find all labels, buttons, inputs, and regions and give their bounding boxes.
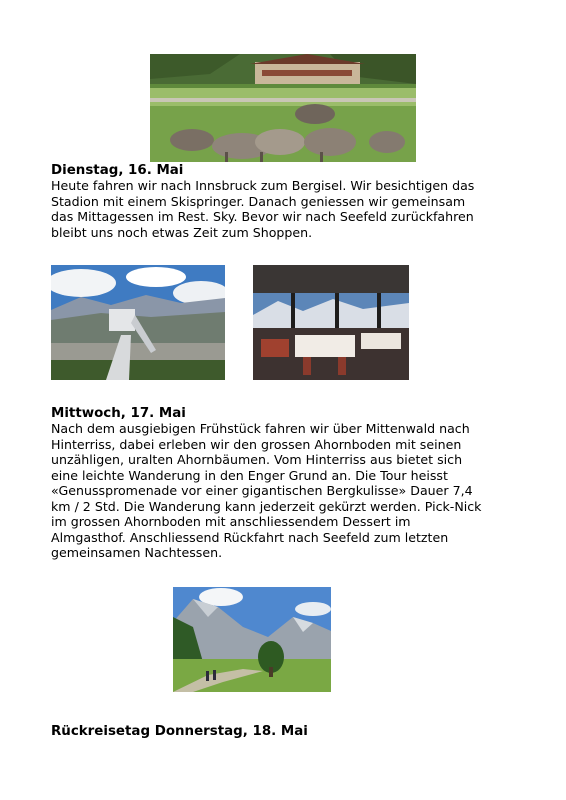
text-line: Hinterriss, dabei erleben wir den grossen Ahornboden mit seinen (51, 436, 462, 452)
day-block-wednesday (51, 406, 521, 561)
day-heading: Mittwoch, 17. Mai (51, 406, 186, 421)
photo-mountain-hike (173, 587, 331, 692)
text-line: unzähligen, uralten Ahornbäumen. Vom Hinterriss aus bietet sich (51, 452, 463, 467)
text-line: km / 2 Std. Die Wanderung kann jederzeit gekürzt werden. Pick-Nick (51, 498, 482, 514)
day-heading: Dienstag, 16. Mai (51, 163, 184, 178)
photo-ski-jump-tower (51, 265, 225, 380)
photo-cows-alpine-inn (150, 54, 416, 162)
day-block-tuesday (51, 163, 521, 240)
text-line: Nach dem ausgiebigen Frühstück fahren wir über Mittenwald nach (51, 421, 470, 436)
text-line: im grossen Ahornboden mit anschliessendem Dessert im (51, 514, 411, 529)
day-block-thursday (51, 724, 521, 739)
text-line: das Mittagessen im Rest. Sky. Bevor wir nach Seefeld zurückfahren (51, 209, 474, 224)
photo-panorama-restaurant (253, 265, 409, 380)
day-heading: Rückreisetag Donnerstag, 18. Mai (51, 724, 308, 739)
text-line: Stadion mit einem Skispringer. Danach geniessen wir gemeinsam (51, 193, 466, 209)
text-line: «Genusspromenade vor einer gigantischen Bergkulisse» Dauer 7,4 (51, 483, 473, 498)
day-description (51, 178, 521, 240)
text-line: Heute fahren wir nach Innsbruck zum Bergisel. Wir besichtigen das (51, 178, 475, 193)
day-description (51, 421, 521, 561)
text-line: bleibt uns noch etwas Zeit zum Shoppen. (51, 224, 313, 240)
text-line: eine leichte Wanderung in den Enger Grund an. Die Tour heisst (51, 467, 448, 483)
text-line: Almgasthof. Anschliessend Rückfahrt nach Seefeld zum letzten (51, 529, 449, 545)
text-line: gemeinsamen Nachtessen. (51, 545, 223, 560)
